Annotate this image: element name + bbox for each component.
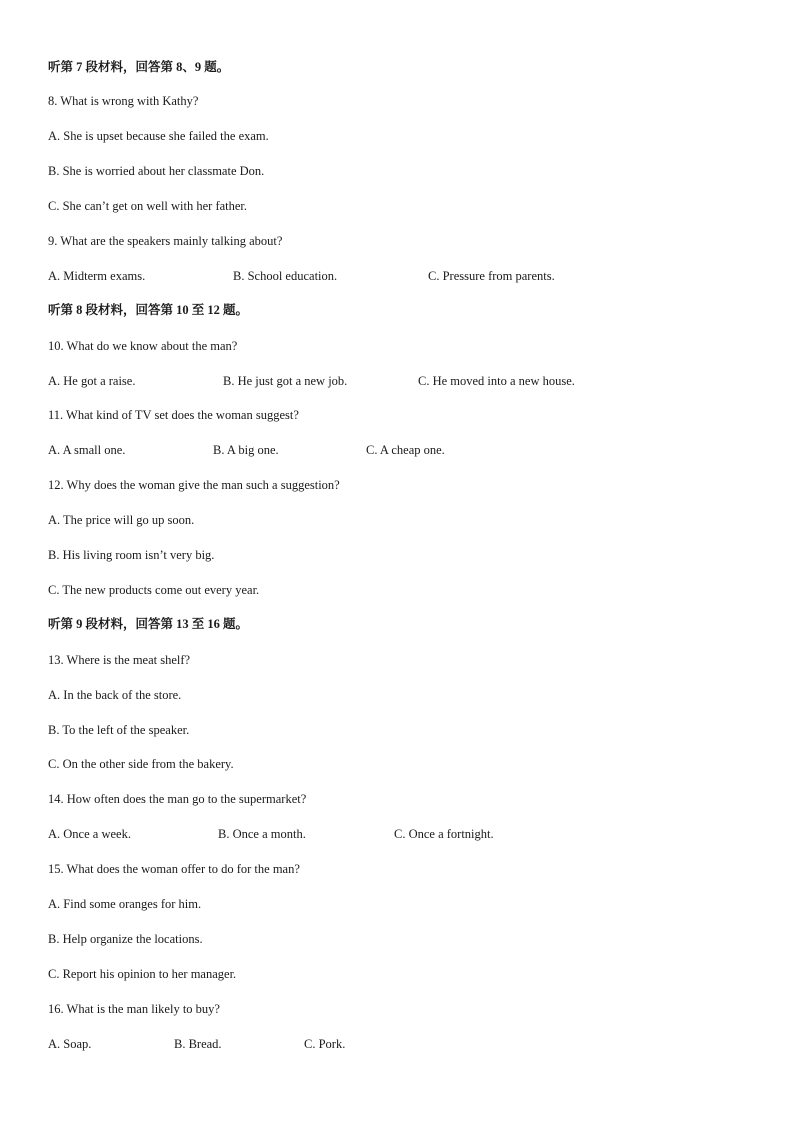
question-stem: 11. What kind of TV set does the woman suggest? <box>48 408 299 422</box>
answer-option: B. A big one. <box>213 443 279 457</box>
answer-option: C. Pork. <box>304 1037 346 1051</box>
answer-option: A. He got a raise. <box>48 374 136 388</box>
question-stem: 9. What are the speakers mainly talking about? <box>48 234 283 248</box>
answer-option: C. Once a fortnight. <box>394 827 494 841</box>
answer-option: A. Find some oranges for him. <box>48 897 202 911</box>
answer-option: B. His living room isn’t very big. <box>48 548 215 562</box>
question-stem: 16. What is the man likely to buy? <box>48 1002 220 1016</box>
answer-option: C. The new products come out every year. <box>48 583 260 597</box>
answer-option: C. A cheap one. <box>366 443 445 457</box>
section-heading: 听第 7 段材料，回答第 8、9 题。 <box>48 60 230 74</box>
answer-option: B. Bread. <box>174 1037 222 1051</box>
question-stem: 13. Where is the meat shelf? <box>48 653 191 667</box>
answer-option: C. She can’t get on well with her father. <box>48 199 248 213</box>
question-stem: 8. What is wrong with Kathy? <box>48 94 199 108</box>
answer-option: B. Help organize the locations. <box>48 932 203 946</box>
answer-option: C. On the other side from the bakery. <box>48 757 234 771</box>
answer-option: B. He just got a new job. <box>223 374 348 388</box>
section-heading: 听第 9 段材料，回答第 13 至 16 题。 <box>48 617 249 631</box>
question-stem: 10. What do we know about the man? <box>48 339 238 353</box>
answer-option: C. He moved into a new house. <box>418 374 575 388</box>
answer-option: A. A small one. <box>48 443 126 457</box>
answer-option: A. The price will go up soon. <box>48 513 195 527</box>
answer-option: B. She is worried about her classmate Don. <box>48 164 265 178</box>
answer-option: B. School education. <box>233 269 338 283</box>
answer-option: C. Pressure from parents. <box>428 269 555 283</box>
question-stem: 12. Why does the woman give the man such a suggestion? <box>48 478 340 492</box>
answer-option: B. To the left of the speaker. <box>48 723 190 737</box>
question-stem: 14. How often does the man go to the supermarket? <box>48 792 307 806</box>
answer-option: B. Once a month. <box>218 827 306 841</box>
answer-option: A. Once a week. <box>48 827 131 841</box>
answer-option: A. She is upset because she failed the exam. <box>48 129 269 143</box>
answer-option: A. In the back of the store. <box>48 688 182 702</box>
answer-option: A. Midterm exams. <box>48 269 146 283</box>
section-heading: 听第 8 段材料，回答第 10 至 12 题。 <box>48 303 249 317</box>
question-stem: 15. What does the woman offer to do for the man? <box>48 862 300 876</box>
answer-option: A. Soap. <box>48 1037 92 1051</box>
answer-option: C. Report his opinion to her manager. <box>48 967 237 981</box>
